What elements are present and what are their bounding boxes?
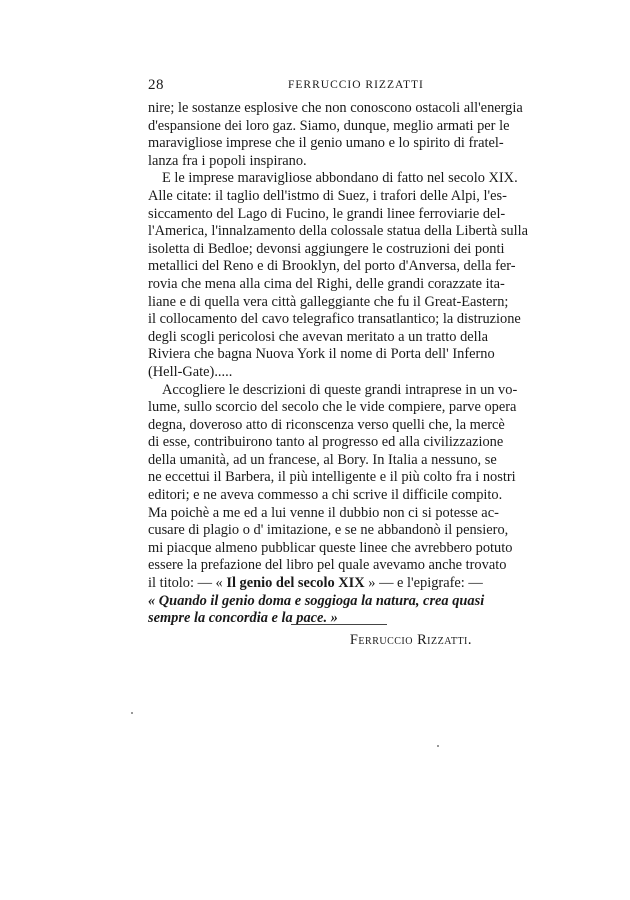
text-line: Alle citate: il taglio dell'istmo di Suez, i trafori delle Alpi, l'es- bbox=[148, 187, 507, 204]
text-line: il collocamento del cavo telegrafico transatlantico; la distruzione bbox=[148, 311, 521, 328]
text-line: l'America, l'innalzamento della colossale statua della Libertà sulla bbox=[148, 223, 528, 240]
epigraph-line: « Quando il genio doma e soggioga la natura, crea quasi bbox=[148, 592, 485, 609]
paragraph-3 bbox=[148, 381, 518, 628]
text-line: della umanità, ad un francese, al Bory. In Italia a nessuno, se bbox=[148, 451, 497, 468]
page-number: 28 bbox=[148, 77, 164, 93]
author-signature: Ferruccio Rizzatti. bbox=[349, 631, 472, 648]
text-line: liane e di quella vera città galleggiante che fu il Great-Eastern; bbox=[148, 293, 509, 310]
title-line-after: » — e l'epigrafe: — bbox=[364, 575, 483, 592]
running-head: FERRUCCIO RIZZATTI bbox=[288, 79, 424, 91]
text-line: siccamento del Lago di Fucino, le grandi linee ferroviarie del- bbox=[148, 205, 506, 222]
book-title: Il genio del secolo XIX bbox=[226, 575, 365, 592]
text-line: lume, sullo scorcio del secolo che le vide compiere, parve opera bbox=[148, 399, 517, 416]
text-line: ne eccettui il Barbera, il più intelligente e il più colto fra i nostri bbox=[148, 469, 516, 486]
text-line: rovia che mena alla cima del Righi, delle grandi corazzate ita- bbox=[148, 275, 505, 292]
text-line: degli scogli pericolosi che avevan meritato a un tratto della bbox=[148, 328, 489, 345]
text-line: metallici del Reno e di Brooklyn, del porto d'Anversa, della fer- bbox=[148, 258, 516, 275]
text-line: di esse, contribuirono tanto al progresso ed alla civilizzazione bbox=[148, 434, 504, 451]
text-line: essere la prefazione del libro pel quale avevamo anche trovato bbox=[148, 557, 507, 574]
title-line-before: il titolo: — « bbox=[148, 575, 227, 592]
text-line: cusare di plagio o d' imitazione, e se ne abbandonò il pensiero, bbox=[148, 522, 509, 539]
paper-speck bbox=[131, 712, 133, 714]
text-line: nire; le sostanze esplosive che non conoscono ostacoli all'energia bbox=[148, 100, 523, 116]
body-text bbox=[148, 100, 528, 649]
page-header bbox=[148, 77, 478, 97]
text-line: Riviera che bagna Nuova York il nome di Porta dell' Inferno bbox=[148, 346, 495, 363]
end-rule bbox=[291, 624, 387, 625]
text-line: (Hell-Gate)..... bbox=[148, 363, 233, 380]
paragraph-1 bbox=[148, 100, 523, 170]
text-line: degna, doveroso atto di riconscenza verso quelli che, la mercè bbox=[148, 416, 505, 433]
text-line: Ma poichè a me ed a lui venne il dubbio non ci si potesse ac- bbox=[148, 504, 499, 521]
text-line: isoletta di Bedloe; devonsi aggiungere le costruzioni dei ponti bbox=[148, 240, 505, 257]
text-line: mi piacque almeno pubblicar queste linee che avrebbero potuto bbox=[148, 539, 513, 556]
title-line bbox=[148, 575, 483, 593]
text-line: d'espansione dei loro gaz. Siamo, dunque, meglio armati per le bbox=[148, 117, 510, 134]
text-line: lanza fra i popoli inspirano. bbox=[148, 152, 307, 169]
text-line: maravigliose imprese che il genio umano e lo spirito di fratel- bbox=[148, 135, 504, 152]
text-line: Accogliere le descrizioni di queste grandi intraprese in un vo- bbox=[162, 381, 518, 398]
paper-speck bbox=[437, 745, 439, 747]
paragraph-2 bbox=[148, 170, 528, 381]
epigraph-line: sempre la concordia e la pace. » bbox=[148, 610, 338, 627]
text-line: editori; e ne aveva commesso a chi scrive il difficile compito. bbox=[148, 487, 503, 504]
text-line: E le imprese maravigliose abbondano di fatto nel secolo XIX. bbox=[162, 170, 518, 187]
